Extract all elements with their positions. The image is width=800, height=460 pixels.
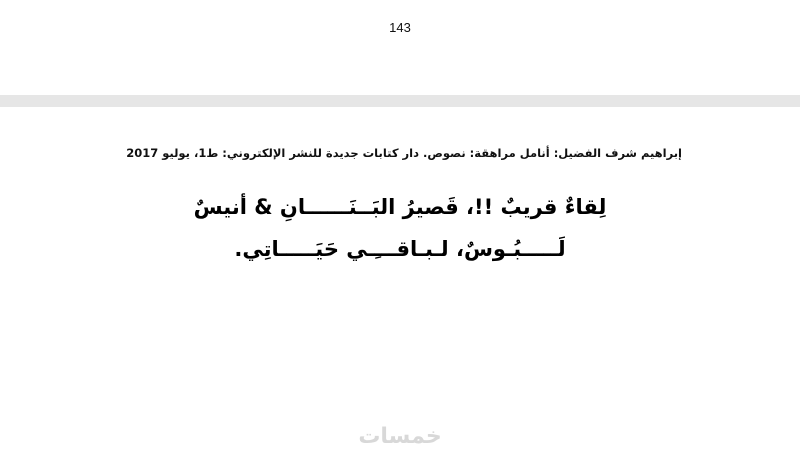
poem-block xyxy=(0,186,800,270)
page-separator xyxy=(0,95,800,107)
citation-reference: إبراهيم شرف الفضيل: أنامل مراهقة: نصوص. دار كتابات جديدة للنشر الإلكتروني: ط1، يوليو 2017 xyxy=(126,146,682,160)
upper-page xyxy=(0,0,800,95)
poem-line: لِقاءٌ قريبٌ !!، قَصيرُ البَــنَــــــانِ & أنيسٌ xyxy=(193,195,607,219)
watermark-logo: خمسات xyxy=(358,424,442,449)
page-number: 143 xyxy=(389,20,411,35)
poem-line: لَـــــبُـوسٌ، لـبـاقـــِـي حَيَـــــاتِي. xyxy=(234,237,566,261)
